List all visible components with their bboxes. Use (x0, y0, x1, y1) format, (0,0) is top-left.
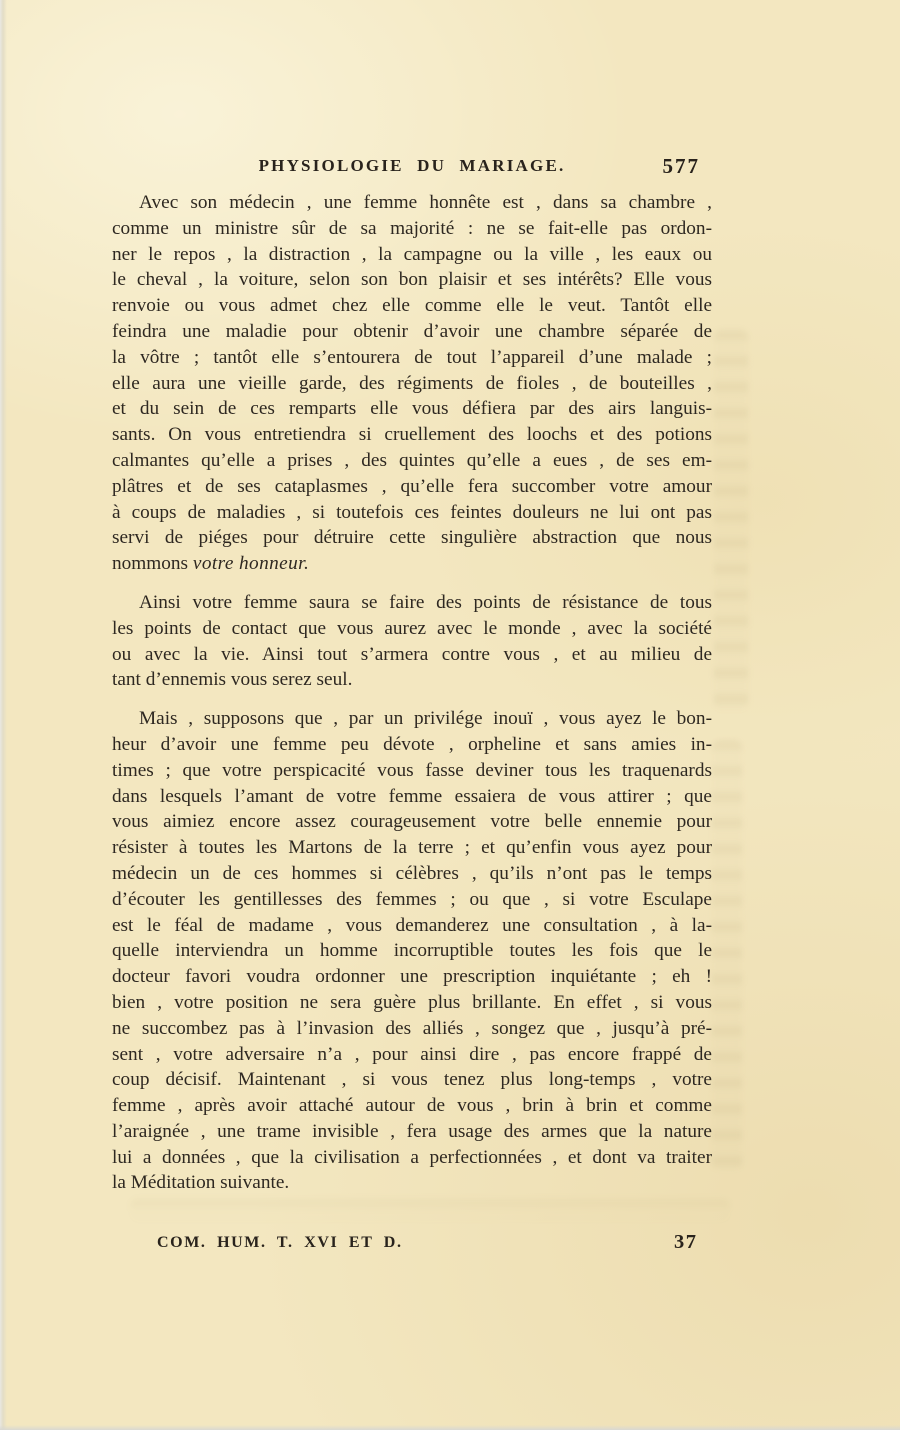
text-line: quelle interviendra un homme incorruptible toutes les fois que le (112, 940, 712, 962)
text-block (112, 190, 712, 1196)
text-line: et du sein de ces remparts elle vous défiera par des airs languis- (112, 398, 712, 420)
text-line: comme un ministre sûr de sa majorité : ne se fait-elle pas ordon- (112, 217, 712, 239)
text-line: à coups de maladies , si toutefois ces feintes douleurs ne lui ont pas (112, 501, 712, 523)
text-line: femme , après avoir attaché autour de vous , brin à brin et comme (112, 1095, 712, 1117)
text-line: ou avec la vie. Ainsi tout s’armera contre vous , et au milieu de (112, 643, 712, 665)
text-line: est le féal de madame , vous demanderez une consultation , à la- (112, 914, 712, 936)
text-line: renvoie ou vous admet chez elle comme elle le veut. Tantôt elle (112, 295, 712, 317)
text-line: calmantes qu’elle a prises , des quintes qu’elle a eues , de ses em- (112, 449, 712, 471)
text-line: d’écouter les gentillesses des femmes ; ou que , si votre Esculape (112, 888, 712, 910)
text-line: Mais , supposons que , par un privilége inouï , vous ayez le bon- (139, 708, 712, 730)
header-title: PHYSIOLOGIE DU MARIAGE. (258, 156, 566, 175)
text-line: tant d’ennemis vous serez seul. (112, 669, 353, 691)
text-line: ne succombez pas à l’invasion des alliés , songez que , jusqu’à pré- (112, 1017, 712, 1039)
scan-edge-bottom (0, 1425, 900, 1430)
paragraph (112, 190, 712, 577)
text-line: ner le repos , la distraction , la campagne ou la ville , les eaux ou (112, 243, 712, 265)
text-line: times ; que votre perspicacité vous fasse deviner tous les traquenards (112, 759, 712, 781)
text-line: la Méditation suivante. (112, 1172, 290, 1194)
text-line: Ainsi votre femme saura se faire des points de résistance de tous (139, 591, 712, 613)
text-line: résister à toutes les Martons de la terre ; et qu’enfin vous ayez pour (112, 837, 712, 859)
verso-showthrough (712, 740, 742, 1170)
page-footer (112, 1231, 712, 1259)
text-line: plâtres et de ses cataplasmes , qu’elle fera succomber votre amour (112, 475, 712, 497)
page-number: 577 (662, 154, 700, 178)
text-line: feindra une maladie pour obtenir d’avoir une chambre séparée de (112, 320, 712, 342)
running-header (112, 156, 712, 182)
text-line: nommons votre honneur. (112, 553, 310, 575)
text-line: la vôtre ; tantôt elle s’entourera de tout l’appareil d’une malade ; (112, 346, 712, 368)
text-line: sent , votre adversaire n’a , pour ainsi dire , pas encore frappé de (112, 1043, 712, 1065)
paragraph (112, 590, 712, 693)
footer-signature: COM. HUM. T. XVI ET D. (157, 1234, 403, 1251)
text-line: servi de piéges pour détruire cette singulière abstraction que nous (112, 527, 712, 549)
text-line: le cheval , la voiture, selon son bon plaisir et ses intérêts? Elle vous (112, 269, 712, 291)
text-line: médecin un de ces hommes si célèbres , qu’ils n’ont pas le temps (112, 862, 712, 884)
text-line: les points de contact que vous aurez avec le monde , avec la société (112, 617, 712, 639)
scan-edge-left (0, 0, 7, 1430)
text-line: bien , votre position ne sera guère plus brillante. En effet , si vous (112, 991, 712, 1013)
text-line: heur d’avoir une femme peu dévote , orpheline et sans amies in- (112, 733, 712, 755)
verso-showthrough (130, 1198, 730, 1222)
text-line: sants. On vous entretiendra si cruellement des loochs et des potions (112, 424, 712, 446)
text-line: Avec son médecin , une femme honnête est , dans sa chambre , (139, 192, 712, 213)
paragraph (112, 706, 712, 1196)
verso-showthrough (714, 330, 748, 710)
footer-sheet-number: 37 (674, 1231, 698, 1253)
text-line: elle aura une vieille garde, des régiments de fioles , de bouteilles , (112, 372, 712, 394)
text-line: lui a données , que la civilisation a perfectionnées , et dont va traiter (112, 1146, 712, 1168)
text-line: vous aimiez encore assez courageusement votre belle ennemie pour (112, 811, 712, 833)
text-line: dans lesquels l’amant de votre femme essaiera de vous attirer ; que (112, 785, 712, 807)
text-line: coup décisif. Maintenant , si vous tenez plus long-temps , votre (112, 1069, 712, 1091)
text-line: l’araignée , une trame invisible , fera usage des armes que la nature (112, 1120, 712, 1142)
text-line: docteur favori voudra ordonner une prescription inquiétante ; eh ! (112, 966, 712, 988)
